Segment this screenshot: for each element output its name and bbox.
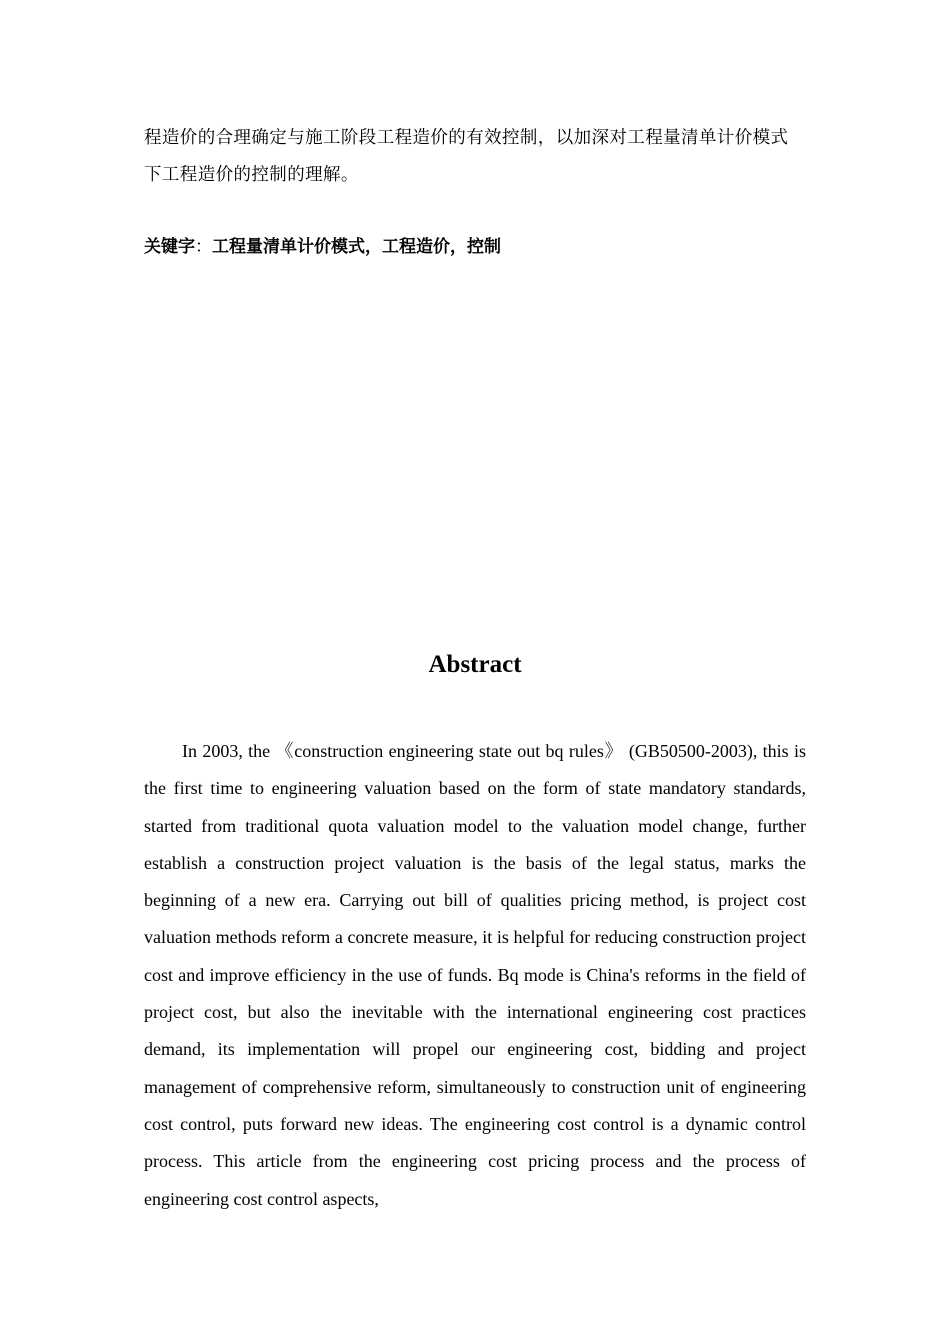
keywords-line [144,229,806,266]
keywords-value: 工程量清单计价模式，工程造价，控制 [212,237,501,257]
keywords-label: 关键字 [144,237,195,257]
english-abstract-paragraph: In 2003, the 《construction engineering state out bq rules》 (GB50500-2003), this is the first time to engineering valuation based on the form of state mandatory standards, started from traditional quota valuation model to the valuation model change, further establish a construction project valuation is the basis of the legal status, marks the beginning of a new era. Carrying out bill of qualities pricing method, is project cost valuation methods reform a concrete measure, it is helpful for reducing construction project cost and improve efficiency in the use of funds. Bq mode is China's reforms in the field of project cost, but also the inevitable with the international engineering cost practices demand, its implementation will propel our engineering cost, bidding and project management of comprehensive reform, simultaneously to construction unit of engineering cost control, puts forward new ideas. The engineering cost control is a dynamic control process. This article from the engineering cost pricing process and the process of engineering cost control aspects, [144,741,806,1209]
keywords-separator: ： [195,237,212,257]
chinese-abstract-paragraph: 程造价的合理确定与施工阶段工程造价的有效控制，以加深对工程量清单计价模式下工程造价的控制的理解。 [144,128,789,185]
abstract-title: Abstract [428,651,522,678]
